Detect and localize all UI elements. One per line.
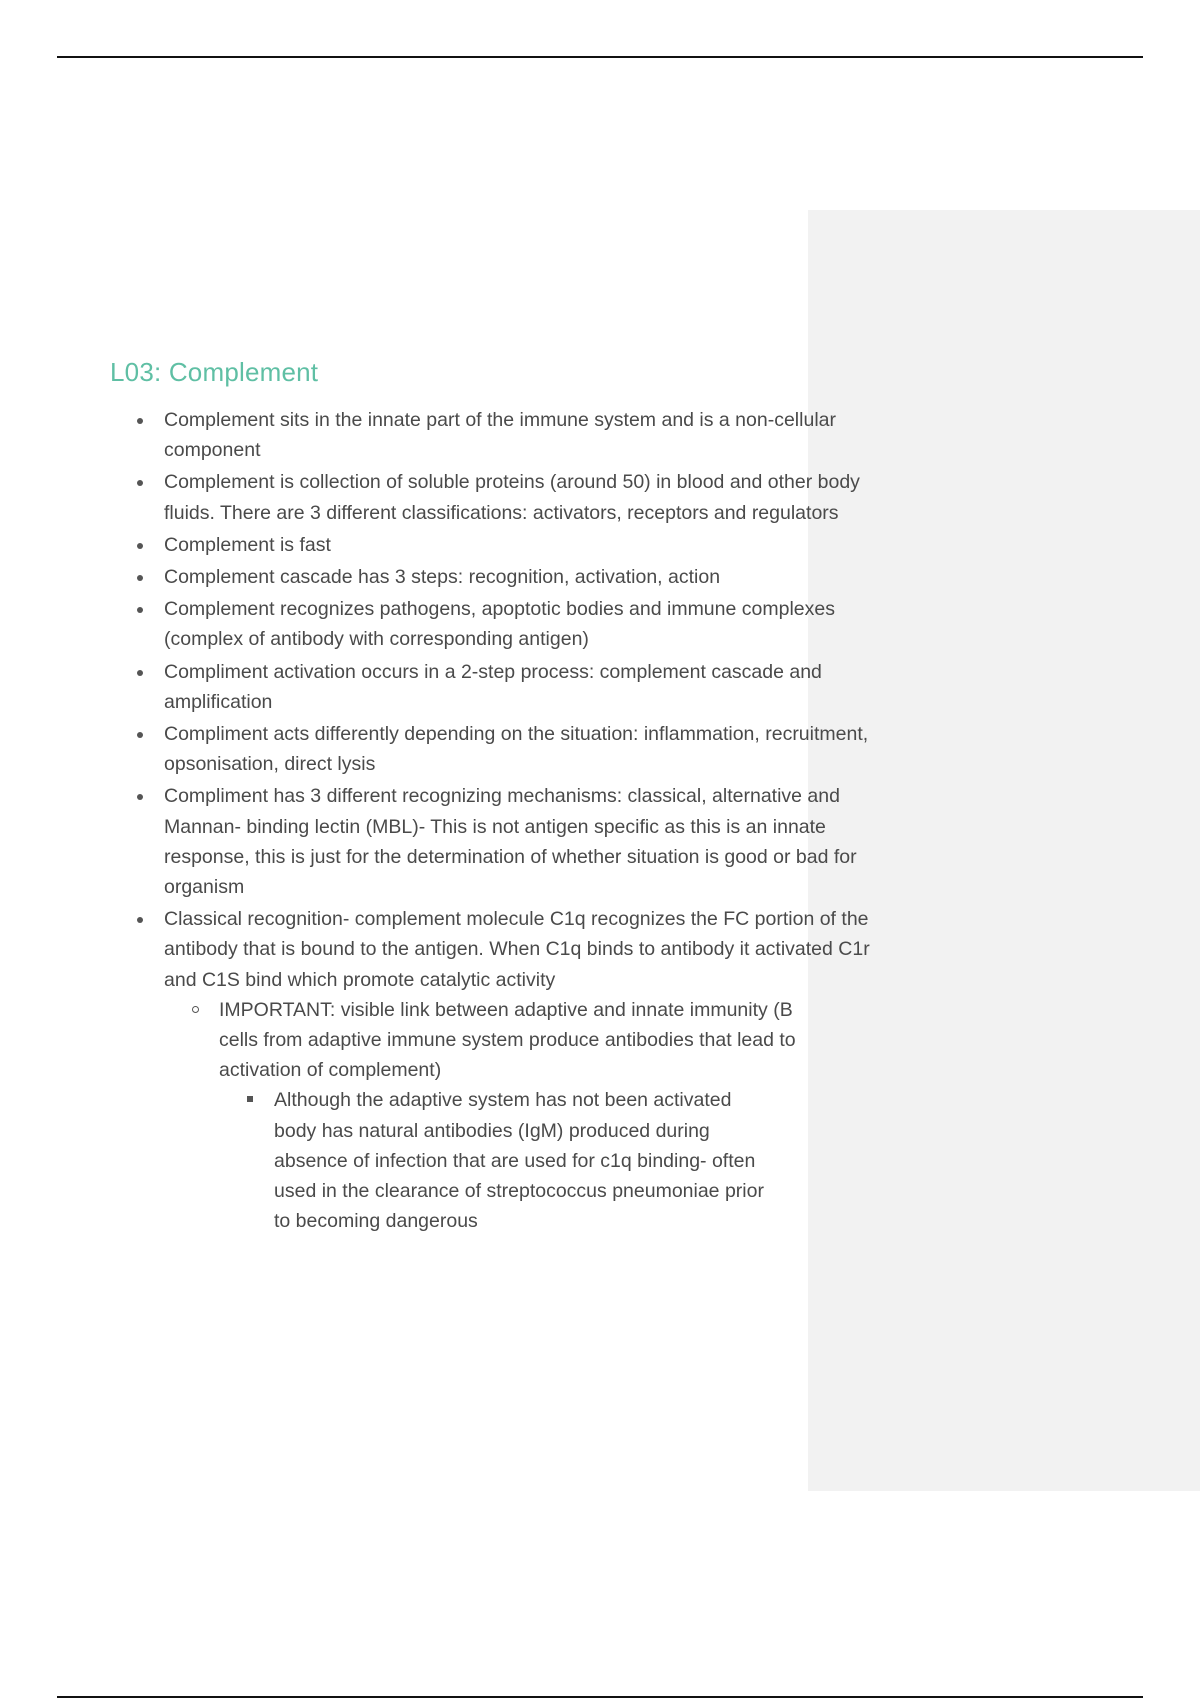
bullet-list [110,405,870,1236]
list-item [110,405,894,465]
list-item [110,657,894,717]
sub-list-item-text: IMPORTANT: visible link between adaptive and innate immunity (B cells from adaptive immune system produce antibodies that lead to activation of complement) [219,998,796,1082]
footer-rule [57,1696,1143,1698]
list-item [110,530,894,560]
sub-sub-list-item [219,1085,764,1236]
square-bullet-icon [247,1096,253,1102]
hollow-bullet-icon [192,1006,199,1013]
bullet-icon [137,917,143,923]
list-item-text: Compliment acts differently depending on the situation: inflammation, recruitment, opsonisation, direct lysis [164,723,869,776]
bullet-icon [137,670,143,676]
bullet-icon [137,575,143,581]
document-body [110,353,870,1238]
bullet-icon [137,543,143,549]
header-rule [57,56,1143,58]
sub-sub-list-item-text: Although the adaptive system has not been activated body has natural antibodies (IgM) produced during absence of infection that are used for c1q binding- often used in the clearance of streptococcus pneumoniae prior to becoming dangerous [274,1089,764,1233]
bullet-icon [137,607,143,613]
list-item [110,719,894,779]
sub-sub-bullet-list [219,1085,819,1236]
list-item-text: Classical recognition- complement molecule C1q recognizes the FC portion of the antibody that is bound to the antigen. When C1q binds to antibody it activated C1r and C1S bind which promote catalytic activity [164,908,870,991]
list-item-text: Complement recognizes pathogens, apoptotic bodies and immune complexes (complex of antibody with corresponding antigen) [164,598,835,651]
bullet-icon [137,794,143,800]
list-item-text: Compliment activation occurs in a 2-step process: complement cascade and amplification [164,660,822,713]
sub-list-item [164,995,819,1237]
list-item [110,781,894,902]
list-item [110,594,894,654]
list-item-text: Complement is fast [164,533,331,556]
list-item [110,467,894,527]
list-item-text: Compliment has 3 different recognizing mechanisms: classical, alternative and Mannan- binding lectin (MBL)- This is not antigen specific as this is an innate response, this is just for the determination of whether situation is good or bad for organism [164,785,857,899]
bullet-icon [137,418,143,424]
sub-bullet-list [164,995,894,1237]
section-heading: L03: Complement [110,357,319,387]
list-item [110,562,894,592]
list-item [110,904,894,1236]
list-item-text: Complement cascade has 3 steps: recognition, activation, action [164,566,721,589]
bullet-icon [137,732,143,738]
bullet-icon [137,480,143,486]
list-item-text: Complement is collection of soluble proteins (around 50) in blood and other body fluids. There are 3 different classifications: activators, receptors and regulators [164,471,860,524]
list-item-text: Complement sits in the innate part of the immune system and is a non-cellular component [164,409,836,462]
